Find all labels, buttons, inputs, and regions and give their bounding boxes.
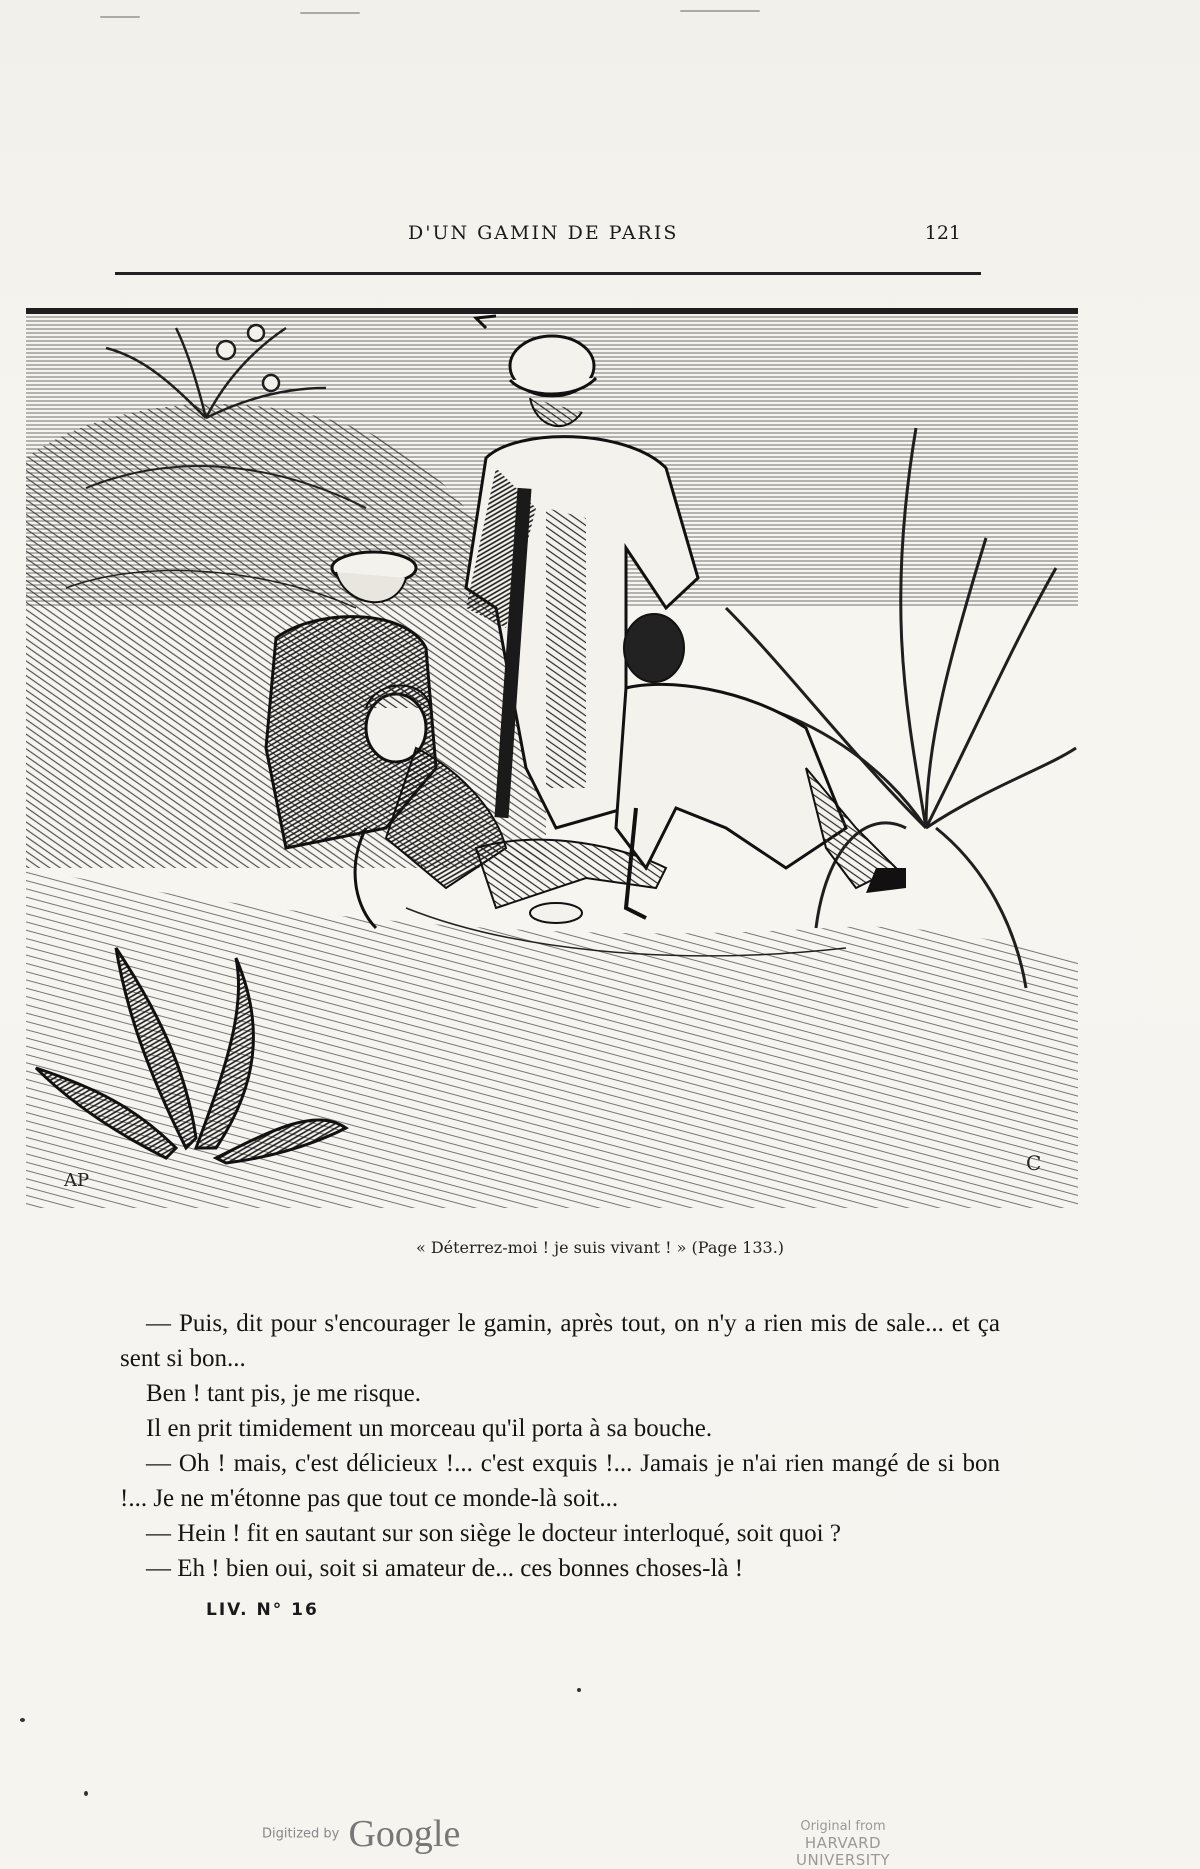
- original-from-label: Original from: [800, 1819, 886, 1834]
- ink-speck: [20, 1718, 25, 1722]
- ink-speck: [84, 1791, 88, 1796]
- ink-speck: [577, 1688, 581, 1692]
- artist-signature-right: C: [1026, 1151, 1042, 1175]
- paragraph: — Eh ! bien oui, soit si amateur de... ces bonnes choses-là !: [146, 1555, 744, 1582]
- running-title: D'UN GAMIN DE PARIS: [408, 222, 679, 244]
- paragraph: — Hein ! fit en sautant sur son siège le docteur interloqué, soit quoi ?: [146, 1520, 841, 1547]
- running-header: [115, 218, 981, 248]
- ink-speck: [300, 12, 360, 14]
- digitized-by-label: Digitized by: [262, 1826, 340, 1842]
- livraison-mark: LIV. N° 16: [206, 1600, 319, 1620]
- ink-speck: [100, 16, 140, 18]
- paragraph: — Oh ! mais, c'est délicieux !... c'est exquis !... Jamais je n'ai rien mangé de si bon !... Je ne m'étonne pas que tout ce monde-là soit...: [120, 1450, 1000, 1512]
- digitized-by-watermark: [262, 1812, 460, 1856]
- header-rule: [115, 272, 981, 275]
- institution-name: HARVARD UNIVERSITY: [795, 1834, 891, 1869]
- paragraph: — Puis, dit pour s'encourager le gamin, après tout, on n'y a rien mis de sale... et ça sent si bon...: [120, 1310, 1000, 1372]
- illustration-caption: « Déterrez-moi ! je suis vivant ! » (Page 133.): [415, 1238, 785, 1257]
- paragraph: Il en prit timidement un morceau qu'il porta à sa bouche.: [146, 1415, 713, 1442]
- google-logo: Google: [348, 1813, 461, 1855]
- ink-speck: [680, 10, 760, 12]
- page-number: 121: [924, 222, 961, 244]
- engraving-illustration: [26, 308, 1078, 1208]
- artist-signature-left: AP: [64, 1170, 90, 1191]
- body-text: [120, 1306, 1000, 1586]
- original-from-watermark: [758, 1818, 928, 1869]
- paragraph: Ben ! tant pis, je me risque.: [146, 1380, 421, 1407]
